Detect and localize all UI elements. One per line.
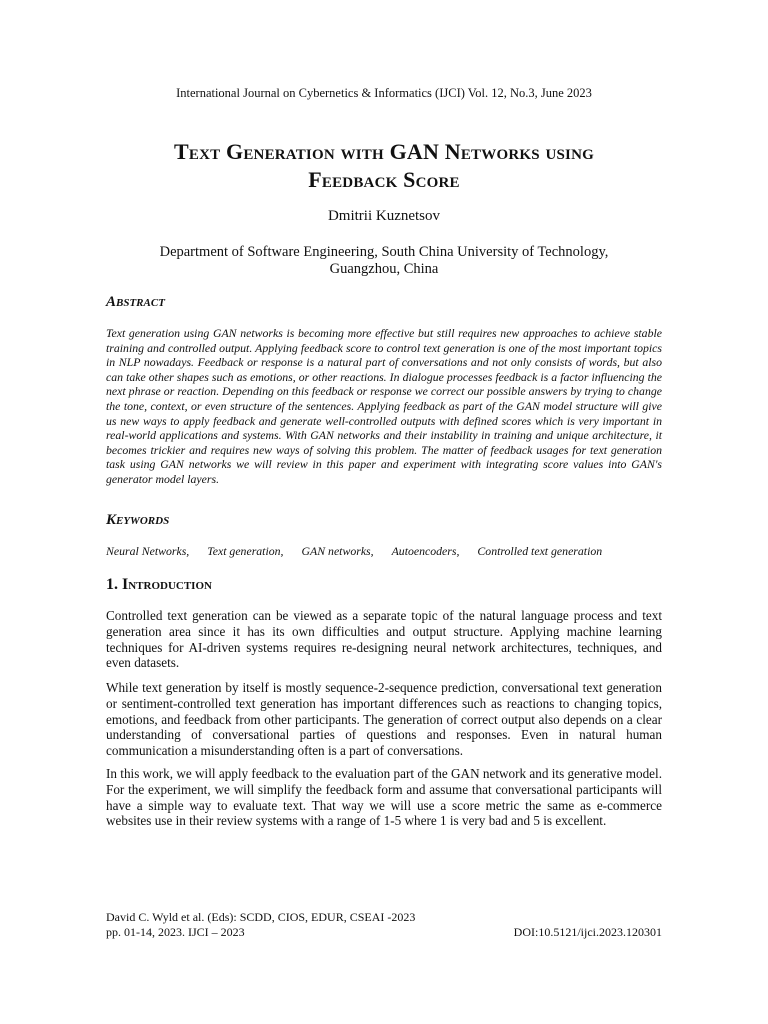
introduction-heading: 1. Introduction xyxy=(106,576,212,593)
keyword-item: Neural Networks, xyxy=(106,544,190,558)
journal-header: International Journal on Cybernetics & Informatics (IJCI) Vol. 12, No.3, June 2023 xyxy=(176,86,592,100)
intro-paragraph-2: While text generation by itself is mostly sequence-2-sequence prediction, conversational text generation or sentiment-controlled text generation has important differences such as reactions to changing topics, emotions, and feedback from other participants. The generation of correct output also depends on a clear understanding of conversational parties of questions and responses. Even in natural human communication a misunderstanding often is a part of conversations. xyxy=(106,680,662,759)
intro-paragraph-1: Controlled text generation can be viewed as a separate topic of the natural language process and text generation area since it has its own difficulties and output structure. Applying machine learning techniques for AI-driven systems requires re-designing neural network architectures, techniques, and even datasets. xyxy=(106,608,662,671)
author-affiliation xyxy=(120,244,648,278)
paper-title-line-2: Feedback Score xyxy=(308,167,460,192)
abstract-body: Text generation using GAN networks is becoming more effective but still requires new approaches to achieve stable training and controlled output. Applying feedback score to control text generation is one of the most important topics in NLP nowadays. Feedback or response is a natural part of conversations and not only consists of words, but also can take other shapes such as emotions, or other reactions. In dialogue processes feedback is a factor influencing the next phrase or reaction. Depending on this feedback or response we correct our possible answers by trying to change the tone, context, or even structure of the sentences. Applying feedback as part of the GAN model structure will give us new ways to apply feedback and generate well-controlled outputs with defined scores which is very important in real-world applications and systems. With GAN networks and their instability in training and unique architecture, it becomes trickier and requires new ways of solving this problem. The matter of feedback usages for text generation task using GAN networks we will review in this paper and experiment with integrating score values into GAN's generator model layers. xyxy=(106,326,662,486)
keywords-heading: Keywords xyxy=(106,512,170,528)
paper-title xyxy=(90,138,678,194)
footer-editors: David C. Wyld et al. (Eds): SCDD, CIOS, EDUR, CSEAI -2023 xyxy=(106,910,416,924)
keyword-item: Autoencoders, xyxy=(391,544,460,558)
author-name: Dmitrii Kuznetsov xyxy=(327,208,441,224)
keywords-list xyxy=(106,544,662,559)
footer-doi: DOI:10.5121/ijci.2023.120301 xyxy=(513,925,662,939)
keyword-item: GAN networks, xyxy=(301,544,374,558)
keyword-item: Controlled text generation xyxy=(477,544,603,558)
affiliation-line-1: Department of Software Engineering, South China University of Technology, xyxy=(159,244,609,260)
abstract-heading: Abstract xyxy=(106,294,165,310)
footer-pages: pp. 01-14, 2023. IJCI – 2023 xyxy=(106,925,245,939)
affiliation-line-2: Guangzhou, China xyxy=(329,261,439,277)
paper-title-line-1: Text Generation with GAN Networks using xyxy=(174,139,594,164)
footer-citation xyxy=(106,910,415,940)
intro-paragraph-3: In this work, we will apply feedback to the evaluation part of the GAN network and its generative model. For the experiment, we will simplify the feedback form and assume that conversational participants will have a simple way to evaluate text. That way we will use a score metric the same as e-commerce websites use in their review systems with a range of 1-5 where 1 is very bad and 5 is excellent. xyxy=(106,766,662,829)
keyword-item: Text generation, xyxy=(207,544,284,558)
